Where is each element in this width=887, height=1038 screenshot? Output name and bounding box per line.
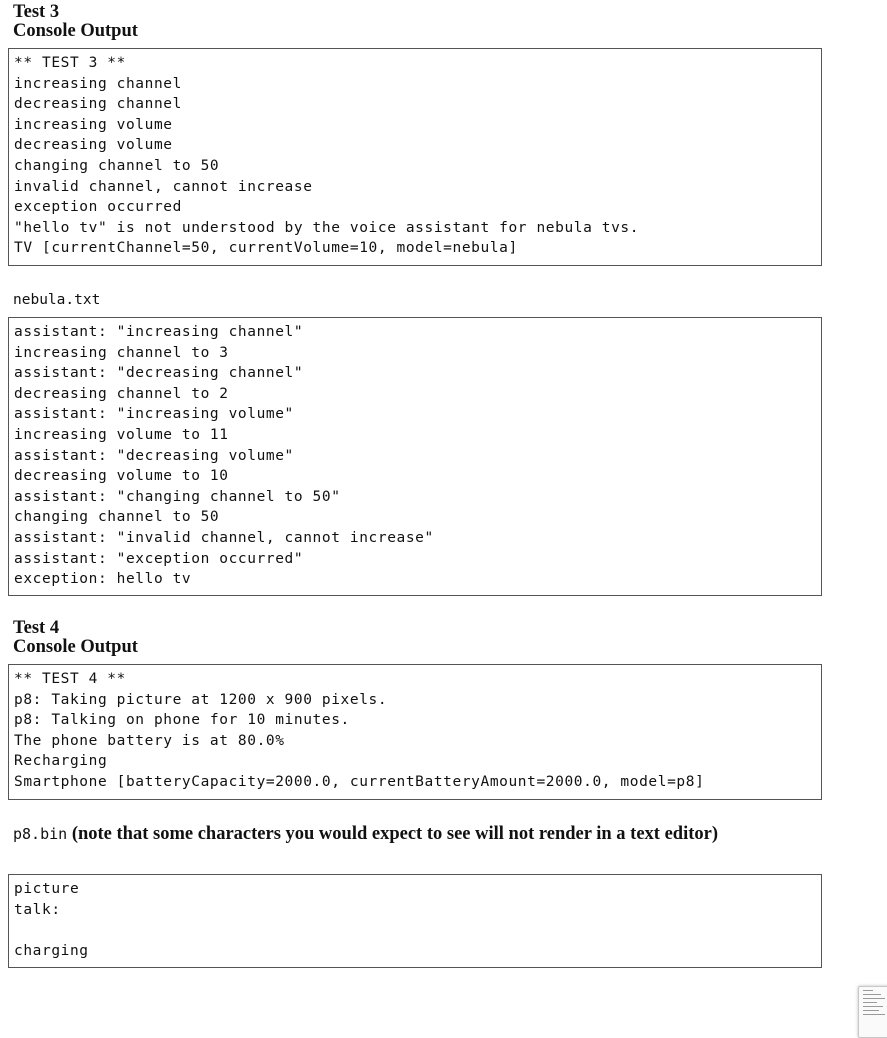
p8-bin-caption bbox=[13, 823, 823, 846]
code-line: increasing volume to 11 bbox=[14, 426, 229, 443]
code-line: assistant: "changing channel to 50" bbox=[14, 488, 341, 505]
nebula-filename: nebula.txt bbox=[13, 292, 101, 308]
page-thumbnail[interactable] bbox=[858, 986, 887, 1038]
code-line: assistant: "decreasing volume" bbox=[14, 447, 294, 464]
code-line: "hello tv" is not understood by the voice assistant for nebula tvs. bbox=[14, 219, 640, 236]
test3-subtitle: Console Output bbox=[13, 21, 138, 41]
code-line: increasing channel bbox=[14, 75, 182, 92]
code-line bbox=[14, 920, 816, 941]
test4-subtitle: Console Output bbox=[13, 637, 138, 657]
code-line: assistant: "exception occurred" bbox=[14, 550, 304, 567]
code-line: Recharging bbox=[14, 753, 108, 770]
test3-heading bbox=[13, 3, 138, 41]
code-line: decreasing volume to 10 bbox=[14, 468, 229, 485]
test4-heading bbox=[13, 619, 138, 657]
code-line: assistant: "invalid channel, cannot increase" bbox=[14, 529, 434, 546]
code-line: assistant: "increasing channel" bbox=[14, 324, 304, 340]
code-line: TV [currentChannel=50, currentVolume=10, model=nebula] bbox=[14, 240, 518, 257]
p8-bin-contents bbox=[8, 874, 822, 968]
code-line: talk: bbox=[14, 901, 61, 918]
code-line: exception: hello tv bbox=[14, 571, 192, 588]
code-line: assistant: "increasing volume" bbox=[14, 406, 294, 423]
code-line: p8: Talking on phone for 10 minutes. bbox=[14, 712, 350, 729]
code-line: picture bbox=[14, 881, 80, 897]
test3-console-output bbox=[8, 48, 822, 266]
code-line: changing channel to 50 bbox=[14, 509, 220, 526]
code-line: invalid channel, cannot increase bbox=[14, 178, 313, 195]
code-line: increasing volume bbox=[14, 116, 173, 133]
test4-console-output bbox=[8, 664, 822, 800]
code-line: assistant: "decreasing channel" bbox=[14, 365, 304, 382]
code-line: changing channel to 50 bbox=[14, 157, 220, 174]
code-line: decreasing volume bbox=[14, 137, 173, 154]
test4-title: Test 4 bbox=[13, 618, 60, 638]
code-line: increasing channel to 3 bbox=[14, 344, 229, 361]
code-line: ** TEST 4 ** bbox=[14, 671, 126, 687]
code-line: decreasing channel to 2 bbox=[14, 385, 229, 402]
code-line: p8: Taking picture at 1200 x 900 pixels. bbox=[14, 691, 388, 708]
code-line: The phone battery is at 80.0% bbox=[14, 732, 285, 749]
code-line: exception occurred bbox=[14, 199, 182, 216]
nebula-file-contents bbox=[8, 317, 822, 596]
test3-title: Test 3 bbox=[13, 2, 60, 22]
p8-note: (note that some characters you would expect to see will not render in a text editor) bbox=[71, 824, 718, 844]
code-line: charging bbox=[14, 942, 89, 959]
code-line: ** TEST 3 ** bbox=[14, 55, 126, 71]
p8-filename: p8.bin bbox=[13, 825, 68, 843]
code-line: Smartphone [batteryCapacity=2000.0, currentBatteryAmount=2000.0, model=p8] bbox=[14, 773, 705, 790]
code-line: decreasing channel bbox=[14, 96, 182, 113]
